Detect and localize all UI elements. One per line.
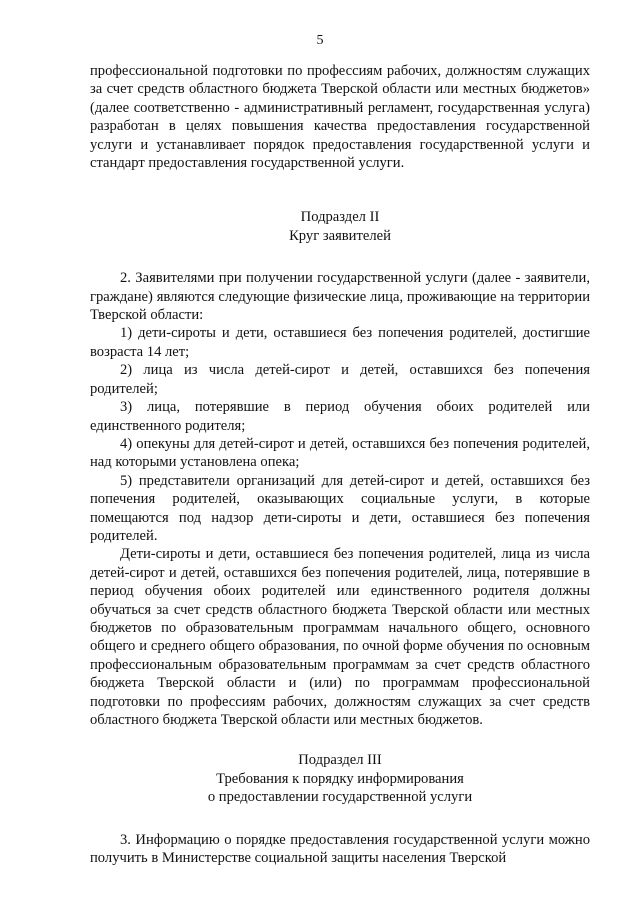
section-2-heading: [90, 208, 590, 245]
list-item-1: 1) дети-сироты и дети, оставшиеся без попечения родителей, достигшие возраста 14 лет;: [90, 325, 590, 360]
list-item-3: 3) лица, потерявшие в период обучения обоих родителей или единственного родителя;: [90, 399, 590, 434]
section-3-title-line-2: о предоставлении государственной услуги: [207, 789, 473, 806]
section-2-number: Подраздел II: [300, 209, 380, 226]
section-2-title: Круг заявителей: [289, 227, 391, 244]
document-body: [90, 62, 590, 867]
paragraph-education: Дети-сироты и дети, оставшиеся без попечения родителей, лица из числа детей-сирот и детей, оставшихся без попечения родителей, лица, потерявшие в период обучения обоих родителей или единственного родителя должны обучаться за счет средств областного бюджета Тверской области или местных бюджетов по образовательным программам начального общего, основного общего и среднего общего образования, по очной форме обучения по основным профессиональным образовательным программам за счет средств областного бюджета Тверской области и (или) по программам профессиональной подготовки по профессиям рабочих, должностям служащих за счет средств областного бюджета Тверской области или местных бюджетов.: [90, 546, 590, 728]
paragraph-applicants: 2. Заявителями при получении государственной услуги (далее - заявители, граждане) являются следующие физические лица, проживающие на территории Тверской области:: [90, 270, 590, 324]
section-3-body: [90, 831, 590, 868]
intro-paragraph: профессиональной подготовки по профессиям рабочих, должностям служащих за счет средств областного бюджета Тверской области или местных бюджетов» (далее соответственно - административный регламент, государственная услуга) разработан в целях повышения качества предоставления государственной услуги и устанавливает порядок предоставления государственной услуги и стандарт предоставления государственной услуги.: [90, 63, 590, 172]
section-3-title-line-1: Требования к порядку информирования: [216, 770, 464, 787]
paragraph-information: 3. Информацию о порядке предоставления государственной услуги можно получить в Министерстве социальной защиты населения Тверской: [90, 831, 590, 867]
list-item-4: 4) опекуны для детей-сирот и детей, оставшихся без попечения родителей, над которыми установлена опека;: [90, 435, 590, 471]
section-3-number: Подраздел III: [298, 752, 382, 769]
page-number: 5: [316, 33, 324, 48]
list-item-5: 5) представители организаций для детей-сирот и детей, оставшихся без попечения родителей, оказывающих социальные услуги, в которые помещаются под надзор дети-сироты и дети, оставшиеся без попечения родителей.: [90, 472, 590, 544]
list-item-2: 2) лица из числа детей-сирот и детей, оставшихся без попечения родителей;: [90, 362, 590, 397]
section-3-heading: [90, 751, 590, 806]
section-2-body: [90, 269, 590, 729]
